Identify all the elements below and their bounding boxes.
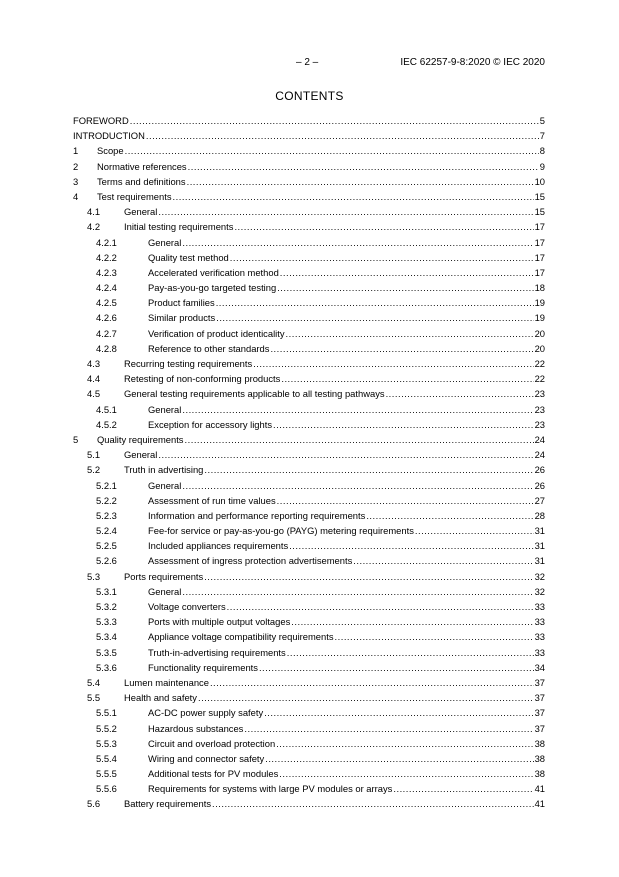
toc-entry[interactable] — [73, 766, 545, 781]
toc-entry-page: 23 — [534, 388, 545, 400]
toc-entry[interactable] — [73, 781, 545, 796]
toc-entry[interactable] — [73, 629, 545, 644]
toc-entry-page: 31 — [534, 540, 545, 552]
toc-dot-leader — [182, 402, 533, 417]
toc-entry-page: 10 — [534, 175, 545, 187]
toc-entry-label: Health and safety — [124, 692, 197, 704]
toc-entry-number: 4.4 — [87, 373, 101, 385]
toc-entry-label: AC-DC power supply safety — [148, 707, 264, 719]
toc-entry-page: 9 — [539, 160, 545, 172]
toc-entry[interactable] — [73, 584, 545, 599]
toc-entry-number: 4.2.8 — [96, 342, 117, 354]
toc-entry-label: Similar products — [148, 312, 216, 324]
toc-dot-leader — [270, 341, 533, 356]
toc-dot-leader — [279, 766, 533, 781]
toc-entry[interactable] — [73, 159, 545, 174]
toc-entry-number: 5.4 — [87, 676, 101, 688]
toc-entry[interactable] — [73, 371, 545, 386]
toc-entry[interactable] — [73, 493, 545, 508]
toc-entry-page: 32 — [534, 585, 545, 597]
toc-entry-label: General — [148, 236, 182, 248]
toc-entry-label: FOREWORD — [73, 115, 129, 126]
toc-dot-leader — [188, 159, 539, 174]
toc-entry[interactable] — [73, 508, 545, 523]
toc-entry[interactable] — [73, 204, 545, 219]
toc-entry-label: Hazardous substances — [148, 722, 244, 734]
toc-entry-page: 23 — [534, 403, 545, 415]
toc-entry-label: Normative references — [97, 160, 187, 172]
toc-entry-label: Test requirements — [97, 190, 172, 202]
toc-entry-number: 5.5.2 — [96, 722, 117, 734]
toc-entry-page: 37 — [534, 676, 545, 688]
contents-title: CONTENTS — [275, 89, 344, 103]
toc-entry-label: Reference to other standards — [148, 342, 270, 354]
toc-entry[interactable] — [73, 751, 545, 766]
toc-entry[interactable] — [73, 675, 545, 690]
toc-entry-page: 19 — [534, 312, 545, 324]
toc-entry-number: 5.3.3 — [96, 616, 117, 628]
toc-entry-label: General — [148, 403, 182, 415]
toc-entry-number: 5.3.5 — [96, 646, 117, 658]
toc-dot-leader — [264, 705, 533, 720]
toc-entry[interactable] — [73, 113, 545, 128]
toc-entry-label: Accelerated verification method — [148, 266, 279, 278]
toc-entry-page: 37 — [534, 707, 545, 719]
toc-entry-label: General — [148, 585, 182, 597]
toc-entry-number: 4.2.4 — [96, 282, 117, 294]
toc-entry-number: 5.1 — [87, 449, 101, 461]
toc-entry[interactable] — [73, 174, 545, 189]
toc-entry-number: 5.5.5 — [96, 768, 117, 780]
toc-dot-leader — [366, 508, 533, 523]
toc-entry-page: 32 — [534, 570, 545, 582]
toc-entry-page: 17 — [534, 266, 545, 278]
toc-entry[interactable] — [73, 721, 545, 736]
toc-entry-number: 2 — [73, 160, 79, 172]
toc-dot-leader — [216, 310, 533, 325]
toc-dot-leader — [273, 417, 534, 432]
toc-entry-number: 4.5.2 — [96, 418, 117, 430]
toc-entry-number: 5.2.2 — [96, 494, 117, 506]
toc-entry-number: 1 — [73, 145, 79, 157]
toc-entry-page: 33 — [534, 601, 545, 612]
toc-entry-number: 5.3.1 — [96, 585, 117, 597]
toc-entry[interactable] — [73, 599, 545, 614]
toc-dot-leader — [234, 219, 533, 234]
toc-entry-label: General — [148, 479, 182, 491]
toc-entry-label: General testing requirements applicable to all testing pathways — [124, 388, 385, 400]
toc-dot-leader — [353, 553, 533, 568]
toc-entry-page: 22 — [534, 373, 545, 385]
toc-dot-leader — [210, 675, 534, 690]
toc-dot-leader — [158, 204, 533, 219]
toc-dot-leader — [130, 113, 539, 128]
toc-entry[interactable] — [73, 341, 545, 356]
toc-dot-leader — [227, 599, 534, 614]
toc-entry[interactable] — [73, 645, 545, 660]
toc-entry-number: 4.2 — [87, 221, 101, 233]
toc-entry[interactable] — [73, 690, 545, 705]
toc-entry-number: 4.2.5 — [96, 297, 117, 309]
toc-entry[interactable] — [73, 143, 545, 158]
toc-entry-page: 27 — [534, 494, 545, 506]
toc-entry[interactable] — [73, 478, 545, 493]
toc-dot-leader — [276, 736, 533, 751]
toc-entry[interactable] — [73, 796, 545, 811]
page-number: – 2 – — [296, 57, 319, 68]
toc-entry-label: Assessment of run time values — [148, 494, 276, 506]
toc-entry[interactable] — [73, 462, 545, 477]
toc-entry-number: 5.2.6 — [96, 555, 117, 567]
toc-entry-label: Lumen maintenance — [124, 676, 209, 688]
toc-entry-label: General — [124, 449, 158, 461]
toc-dot-leader — [287, 645, 534, 660]
toc-entry-page: 41 — [534, 783, 545, 795]
toc-dot-leader — [393, 781, 533, 796]
toc-entry-page: 20 — [534, 327, 545, 339]
toc-entry-number: 5.3.6 — [96, 661, 117, 673]
toc-entry[interactable] — [73, 660, 545, 675]
toc-entry-page: 7 — [539, 130, 545, 142]
toc-entry[interactable] — [73, 569, 545, 584]
toc-entry-number: 4.2.2 — [96, 251, 117, 263]
toc-entry-number: 5.2.3 — [96, 509, 117, 521]
toc-dot-leader — [291, 614, 533, 629]
toc-entry-label: Assessment of ingress protection advertisements — [148, 555, 353, 567]
toc-entry-label: Exception for accessory lights — [148, 418, 273, 430]
toc-entry-page: 38 — [534, 768, 545, 780]
toc-entry-number: 5 — [73, 433, 79, 445]
toc-dot-leader — [204, 569, 533, 584]
toc-entry-page: 24 — [534, 433, 545, 445]
toc-entry[interactable] — [73, 326, 545, 341]
toc-entry-number: 5.5 — [87, 692, 101, 704]
toc-entry-number: 5.6 — [87, 798, 101, 810]
toc-entry-number: 4.3 — [87, 358, 101, 369]
toc-entry[interactable] — [73, 553, 545, 568]
toc-entry-page: 33 — [534, 646, 545, 658]
toc-entry-label: Scope — [97, 145, 124, 157]
toc-entry-page: 18 — [534, 282, 545, 294]
toc-entry-label: Pay-as-you-go targeted testing — [148, 282, 277, 294]
toc-entry-page: 8 — [539, 145, 545, 157]
toc-entry-page: 31 — [534, 525, 545, 537]
toc-entry-page: 41 — [534, 798, 545, 810]
toc-dot-leader — [253, 356, 533, 371]
toc-entry-number: 5.2.1 — [96, 479, 117, 491]
toc-dot-leader — [216, 295, 534, 310]
toc-dot-leader — [198, 690, 534, 705]
toc-entry-number: 4.2.7 — [96, 327, 117, 339]
toc-entry-number: 5.5.1 — [96, 707, 117, 719]
toc-entry-number: 5.5.3 — [96, 737, 117, 749]
toc-entry[interactable] — [73, 523, 545, 538]
toc-entry-label: Terms and definitions — [97, 175, 186, 187]
toc-entry-page: 23 — [534, 418, 545, 430]
toc-entry-label: Information and performance reporting requirements — [148, 509, 366, 521]
toc-entry[interactable] — [73, 265, 545, 280]
toc-dot-leader — [173, 189, 534, 204]
toc-dot-leader — [277, 280, 533, 295]
toc-entry-page: 33 — [534, 631, 545, 643]
toc-entry[interactable] — [73, 705, 545, 720]
toc-entry-label: Quality test method — [148, 251, 229, 263]
toc-dot-leader — [335, 629, 534, 644]
toc-entry[interactable] — [73, 310, 545, 325]
toc-entry-label: Wiring and connector safety — [148, 752, 265, 764]
toc-dot-leader — [212, 796, 534, 811]
toc-dot-leader — [125, 143, 539, 158]
toc-entry-label: Product families — [148, 297, 215, 309]
toc-dot-leader — [187, 174, 534, 189]
toc-entry-label: Fee-for service or pay-as-you-go (PAYG) metering requirements — [148, 525, 414, 537]
toc-entry-page: 38 — [534, 737, 545, 749]
toc-entry-label: Initial testing requirements — [124, 221, 234, 233]
toc-entry-page: 15 — [534, 206, 545, 218]
toc-entry-page: 37 — [534, 722, 545, 734]
toc-dot-leader — [182, 235, 533, 250]
toc-dot-leader — [286, 326, 534, 341]
toc-entry-number: 4.2.6 — [96, 312, 117, 324]
toc-entry-label: Circuit and overload protection — [148, 737, 276, 749]
toc-entry[interactable] — [73, 402, 545, 417]
toc-entry-label: Battery requirements — [124, 798, 212, 810]
toc-entry-number: 5.2.4 — [96, 525, 117, 537]
toc-entry[interactable] — [73, 614, 545, 629]
toc-entry-label: Functionality requirements — [148, 661, 258, 673]
toc-dot-leader — [280, 265, 534, 280]
toc-entry-number: 4 — [73, 190, 79, 202]
toc-entry-label: Truth in advertising — [124, 464, 204, 476]
toc-dot-leader — [185, 432, 534, 447]
toc-entry-number: 5.5.6 — [96, 783, 117, 795]
toc-entry-label: Ports requirements — [124, 570, 204, 582]
toc-entry[interactable] — [73, 128, 545, 143]
toc-entry[interactable] — [73, 219, 545, 234]
toc-entry-label: Recurring testing requirements — [124, 358, 253, 369]
toc-entry-number: 5.3.2 — [96, 601, 117, 612]
toc-entry-label: Truth-in-advertising requirements — [148, 646, 286, 658]
toc-dot-leader — [281, 371, 533, 386]
toc-dot-leader — [146, 128, 539, 143]
toc-entry[interactable] — [73, 386, 545, 401]
toc-dot-leader — [230, 250, 534, 265]
toc-entry-label: Retesting of non-conforming products — [124, 373, 281, 385]
toc-entry[interactable] — [73, 356, 545, 371]
toc-entry-label: Verification of product identicality — [148, 327, 285, 339]
toc-entry-label: Included appliances requirements — [148, 540, 289, 552]
toc-entry[interactable] — [73, 280, 545, 295]
toc-entry-number: 5.5.4 — [96, 752, 117, 764]
toc-entry-page: 19 — [534, 297, 545, 309]
toc-entry[interactable] — [73, 295, 545, 310]
toc-entry[interactable] — [73, 417, 545, 432]
toc-dot-leader — [182, 584, 533, 599]
toc-entry-page: 15 — [534, 190, 545, 202]
toc-entry-page: 5 — [539, 115, 545, 126]
toc-dot-leader — [182, 478, 533, 493]
toc-entry-number: 4.1 — [87, 206, 101, 218]
toc-entry-page: 17 — [534, 236, 545, 248]
toc-dot-leader — [158, 447, 533, 462]
toc-entry-page: 38 — [534, 752, 545, 764]
toc-entry[interactable] — [73, 736, 545, 751]
toc-entry[interactable] — [73, 189, 545, 204]
toc-dot-leader — [415, 523, 534, 538]
toc-entry-label: Ports with multiple output voltages — [148, 616, 291, 628]
toc-entry[interactable] — [73, 432, 545, 447]
toc-entry-page: 28 — [534, 509, 545, 521]
toc-entry-number: 5.3.4 — [96, 631, 117, 643]
document-reference: IEC 62257-9-8:2020 © IEC 2020 — [400, 57, 545, 68]
toc-entry-label: INTRODUCTION — [73, 130, 145, 142]
toc-entry-page: 17 — [534, 221, 545, 233]
toc-entry-number: 5.2.5 — [96, 540, 117, 552]
toc-entry[interactable] — [73, 538, 545, 553]
toc-entry-number: 4.2.1 — [96, 236, 117, 248]
toc-entry-page: 26 — [534, 464, 545, 476]
toc-dot-leader — [259, 660, 534, 675]
toc-entry-number: 4.2.3 — [96, 266, 117, 278]
toc-entry-number: 4.5 — [87, 388, 101, 400]
toc-entry-page: 26 — [534, 479, 545, 491]
toc-entry-label: Requirements for systems with large PV modules or arrays — [148, 783, 393, 795]
toc-entry-number: 3 — [73, 175, 79, 187]
toc-dot-leader — [265, 751, 533, 766]
table-of-contents — [73, 113, 545, 812]
toc-entry-page: 22 — [534, 358, 545, 369]
toc-entry-number: 5.3 — [87, 570, 101, 582]
toc-dot-leader — [277, 493, 534, 508]
toc-entry-label: General — [124, 206, 158, 218]
toc-entry-page: 37 — [534, 692, 545, 704]
toc-entry-number: 4.5.1 — [96, 403, 117, 415]
page-header — [0, 57, 619, 73]
toc-entry-label: Appliance voltage compatibility requirements — [148, 631, 334, 643]
toc-entry[interactable] — [73, 447, 545, 462]
toc-entry-page: 24 — [534, 449, 545, 461]
toc-entry-label: Voltage converters — [148, 601, 226, 612]
toc-dot-leader — [204, 462, 533, 477]
toc-dot-leader — [244, 721, 533, 736]
toc-entry[interactable] — [73, 250, 545, 265]
toc-entry-page: 17 — [534, 251, 545, 263]
toc-dot-leader — [289, 538, 533, 553]
toc-entry-page: 31 — [534, 555, 545, 567]
toc-entry-page: 33 — [534, 616, 545, 628]
toc-entry-number: 5.2 — [87, 464, 101, 476]
toc-entry-label: Additional tests for PV modules — [148, 768, 279, 780]
toc-dot-leader — [386, 386, 534, 401]
toc-entry-label: Quality requirements — [97, 433, 184, 445]
toc-entry-page: 20 — [534, 342, 545, 354]
toc-entry[interactable] — [73, 235, 545, 250]
toc-entry-page: 34 — [534, 661, 545, 673]
